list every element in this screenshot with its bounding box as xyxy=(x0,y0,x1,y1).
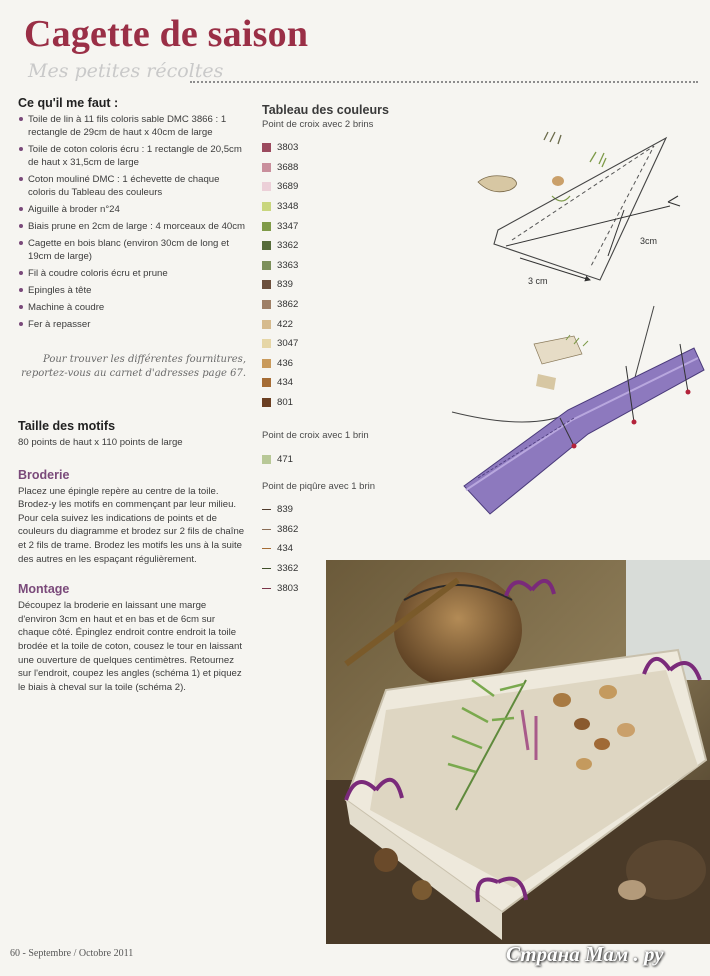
list-item: Fil à coudre coloris écru et prune xyxy=(18,267,246,280)
color-row xyxy=(262,216,412,236)
broderie-section xyxy=(18,468,246,567)
cross1-label: Point de croix avec 1 brin xyxy=(262,430,369,442)
color-swatch xyxy=(262,163,271,172)
color-swatch xyxy=(262,182,271,191)
color-swatch xyxy=(262,222,271,231)
color-code: 434 xyxy=(277,377,294,389)
crate-photo xyxy=(326,560,710,944)
color-code: 3348 xyxy=(277,201,299,213)
list-item: Epingles à tête xyxy=(18,284,246,297)
color-code: 471 xyxy=(277,453,294,465)
cross1-list xyxy=(262,449,412,469)
diagram-corner-fold xyxy=(440,118,708,298)
color-code: 3803 xyxy=(277,582,299,594)
color-row xyxy=(262,275,412,295)
list-item: Fer à repasser xyxy=(18,318,246,331)
color-code: 839 xyxy=(277,279,294,291)
color-code: 436 xyxy=(277,357,294,369)
color-swatch xyxy=(262,455,271,464)
color-table-heading: Tableau des couleurs xyxy=(262,103,389,117)
supplies-heading: Ce qu'il me faut : xyxy=(18,96,119,110)
color-code: 434 xyxy=(277,543,294,555)
color-row xyxy=(262,500,412,520)
color-swatch xyxy=(262,280,271,289)
motifs-heading: Taille des motifs xyxy=(18,419,116,433)
color-row xyxy=(262,256,412,276)
supplies-note: Pour trouver les différentes fournitures, reportez-vous au carnet d'adresses page 67. xyxy=(21,354,246,379)
list-item: Biais prune en 2cm de large : 4 morceaux de 40cm xyxy=(18,220,246,233)
diagram-label-3cm-b: 3 cm xyxy=(528,276,548,286)
page-subtitle: Mes petites récoltes xyxy=(28,60,224,82)
page-footer: 60 - Septembre / Octobre 2011 xyxy=(10,948,134,959)
list-item: Toile de lin à 11 fils coloris sable DMC 3866 : 1 rectangle de 29cm de haut x 40cm de large xyxy=(18,113,246,139)
color-code: 3363 xyxy=(277,259,299,271)
dotted-divider xyxy=(190,81,698,83)
color-code: 422 xyxy=(277,318,294,330)
color-code: 3688 xyxy=(277,161,299,173)
color-swatch xyxy=(262,202,271,211)
back1-label: Point de piqûre avec 1 brin xyxy=(262,480,376,492)
color-row xyxy=(262,539,412,559)
color-row xyxy=(262,295,412,315)
list-item: Cagette en bois blanc (environ 30cm de long et 19cm de large) xyxy=(18,237,246,263)
color-swatch xyxy=(262,339,271,348)
color-row xyxy=(262,334,412,354)
color-code: 3347 xyxy=(277,220,299,232)
list-item: Machine à coudre xyxy=(18,301,246,314)
color-row xyxy=(262,314,412,334)
supplies-list xyxy=(18,113,246,331)
color-row xyxy=(262,449,412,469)
nut-basket xyxy=(394,572,522,688)
color-row xyxy=(262,177,412,197)
montage-section xyxy=(18,582,246,694)
color-row xyxy=(262,158,412,178)
site-watermark: Страна Мам . ру xyxy=(506,942,664,966)
color-row xyxy=(262,393,412,413)
color-code: 3047 xyxy=(277,338,299,350)
cross2-label: Point de croix avec 2 brins xyxy=(262,119,374,130)
cross2-list xyxy=(262,138,412,412)
color-code: 3689 xyxy=(277,181,299,193)
page-title: Cagette de saison xyxy=(24,13,309,55)
montage-text: Découpez la broderie en laissant une marge d'environ 3cm en haut et en bas et de 6cm sur chaque côté. Épinglez endroit contre endroit la toile brodée et la toile de coton, cousez le tour en laissant une ouverture de quelques centimètres. Retournez sur l'endroit, coupez les angles (schéma 1) et piquez le biais à cheval sur la toile (schéma 2). xyxy=(18,600,242,693)
color-code: 839 xyxy=(277,504,294,516)
backstitch-line xyxy=(262,548,271,549)
color-row xyxy=(262,373,412,393)
color-code: 3862 xyxy=(277,523,299,535)
diagram-bias-binding xyxy=(448,300,710,530)
backstitch-line xyxy=(262,568,271,569)
color-swatch xyxy=(262,320,271,329)
backstitch-line xyxy=(262,529,271,530)
montage-heading: Montage xyxy=(18,582,70,597)
color-row xyxy=(262,197,412,217)
color-table xyxy=(262,103,412,598)
backstitch-line xyxy=(262,588,271,589)
list-item: Toile de coton coloris écru : 1 rectangle de 20,5cm de haut x 31,5cm de large xyxy=(18,143,246,169)
color-swatch xyxy=(262,359,271,368)
color-swatch xyxy=(262,241,271,250)
color-code: 3362 xyxy=(277,240,299,252)
backstitch-line xyxy=(262,509,271,510)
motifs-section xyxy=(18,419,246,450)
color-row xyxy=(262,138,412,158)
diagram-label-3cm-a: 3cm xyxy=(640,236,658,246)
color-code: 3862 xyxy=(277,299,299,311)
color-row xyxy=(262,520,412,540)
embroidery-sketch xyxy=(478,132,606,201)
color-swatch xyxy=(262,398,271,407)
color-row xyxy=(262,354,412,374)
color-row xyxy=(262,236,412,256)
motifs-text: 80 points de haut x 110 points de large xyxy=(18,437,183,448)
color-swatch xyxy=(262,261,271,270)
color-swatch xyxy=(262,378,271,387)
list-item: Coton mouliné DMC : 1 échevette de chaque coloris du Tableau des couleurs xyxy=(18,173,246,199)
color-swatch xyxy=(262,143,271,152)
color-code: 3803 xyxy=(277,142,299,154)
broderie-text: Placez une épingle repère au centre de la toile. Brodez-y les motifs en commençant par leur milieu. Pour cela suivez les indications de points et de couleurs du diagramme et brodez sur 2 fils de chaîne et 2 fils de trame. Brodez les motifs les uns à la suite des autres en les espaçant régulièrement. xyxy=(18,485,245,565)
list-item: Aiguille à broder n°24 xyxy=(18,203,246,216)
broderie-heading: Broderie xyxy=(18,467,70,482)
left-column xyxy=(18,96,246,694)
color-code: 801 xyxy=(277,397,294,409)
color-code: 3362 xyxy=(277,562,299,574)
color-swatch xyxy=(262,300,271,309)
